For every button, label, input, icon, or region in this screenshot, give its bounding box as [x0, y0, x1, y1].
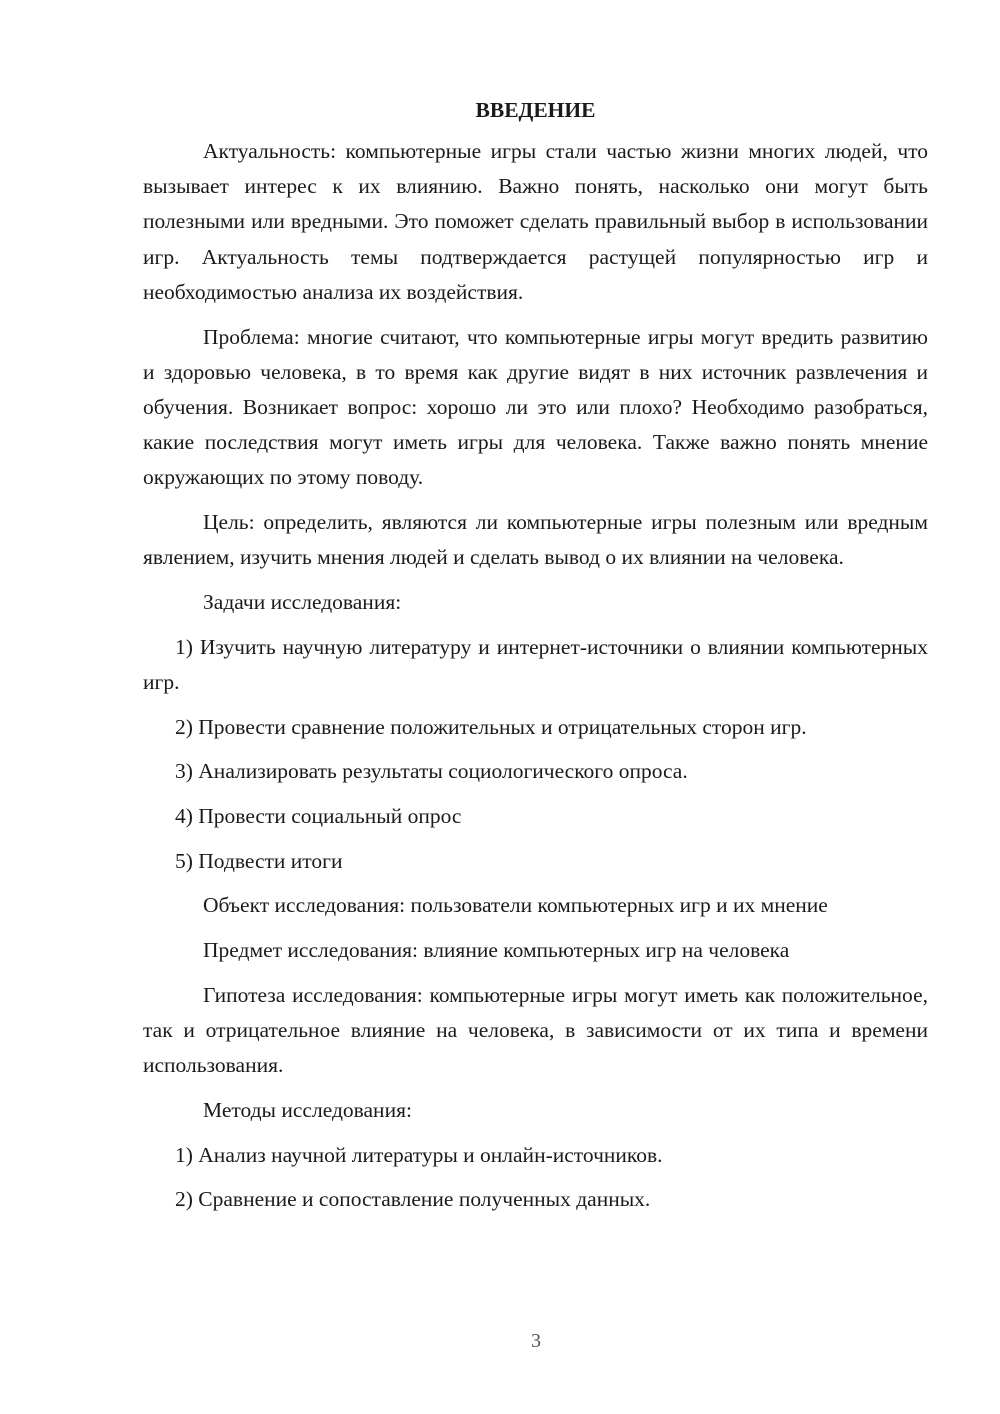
methods-heading: Методы исследования:	[203, 1097, 412, 1122]
research-object: Объект исследования: пользователи компьютерных игр и их мнение	[203, 893, 828, 918]
task-item-1: 1) Изучить научную литературу и интернет-источники о влиянии компьютерных игр.	[143, 634, 928, 694]
section-heading: ВВЕДЕНИЕ	[475, 98, 596, 122]
goal-paragraph: Цель: определить, являются ли компьютерные игры полезным или вредным явлением, изучить мнения людей и сделать вывод о их влиянии на человека.	[143, 510, 928, 570]
document-page	[143, 92, 928, 1227]
task-item-2: 2) Провести сравнение положительных и отрицательных сторон игр.	[175, 714, 807, 739]
page-number: 3	[531, 1330, 541, 1352]
task-item-5: 5) Подвести итоги	[175, 848, 343, 873]
tasks-heading: Задачи исследования:	[203, 589, 402, 614]
research-subject: Предмет исследования: влияние компьютерных игр на человека	[203, 938, 790, 963]
relevance-paragraph: Актуальность: компьютерные игры стали частью жизни многих людей, что вызывает интерес к их влиянию. Важно понять, насколько они могут быть полезными или вредными. Это поможет сделать правильный выбор в использовании игр. Актуальность темы подтверждается растущей популярностью игр и необходимостью анализа их воздействия.	[143, 139, 928, 304]
method-item-2: 2) Сравнение и сопоставление полученных данных.	[175, 1187, 651, 1212]
problem-paragraph: Проблема: многие считают, что компьютерные игры могут вредить развитию и здоровью человека, в то время как другие видят в них источник развлечения и обучения. Возникает вопрос: хорошо ли это или плохо? Необходимо разобраться, какие последствия могут иметь игры для человека. Также важно понять мнение окружающих по этому поводу.	[143, 324, 928, 490]
task-item-3: 3) Анализировать результаты социологического опроса.	[175, 759, 688, 784]
method-item-1: 1) Анализ научной литературы и онлайн-источников.	[175, 1142, 663, 1167]
task-item-4: 4) Провести социальный опрос	[175, 803, 462, 828]
hypothesis-paragraph: Гипотеза исследования: компьютерные игры могут иметь как положительное, так и отрицательное влияние на человека, в зависимости от их типа и времени использования.	[143, 982, 928, 1078]
